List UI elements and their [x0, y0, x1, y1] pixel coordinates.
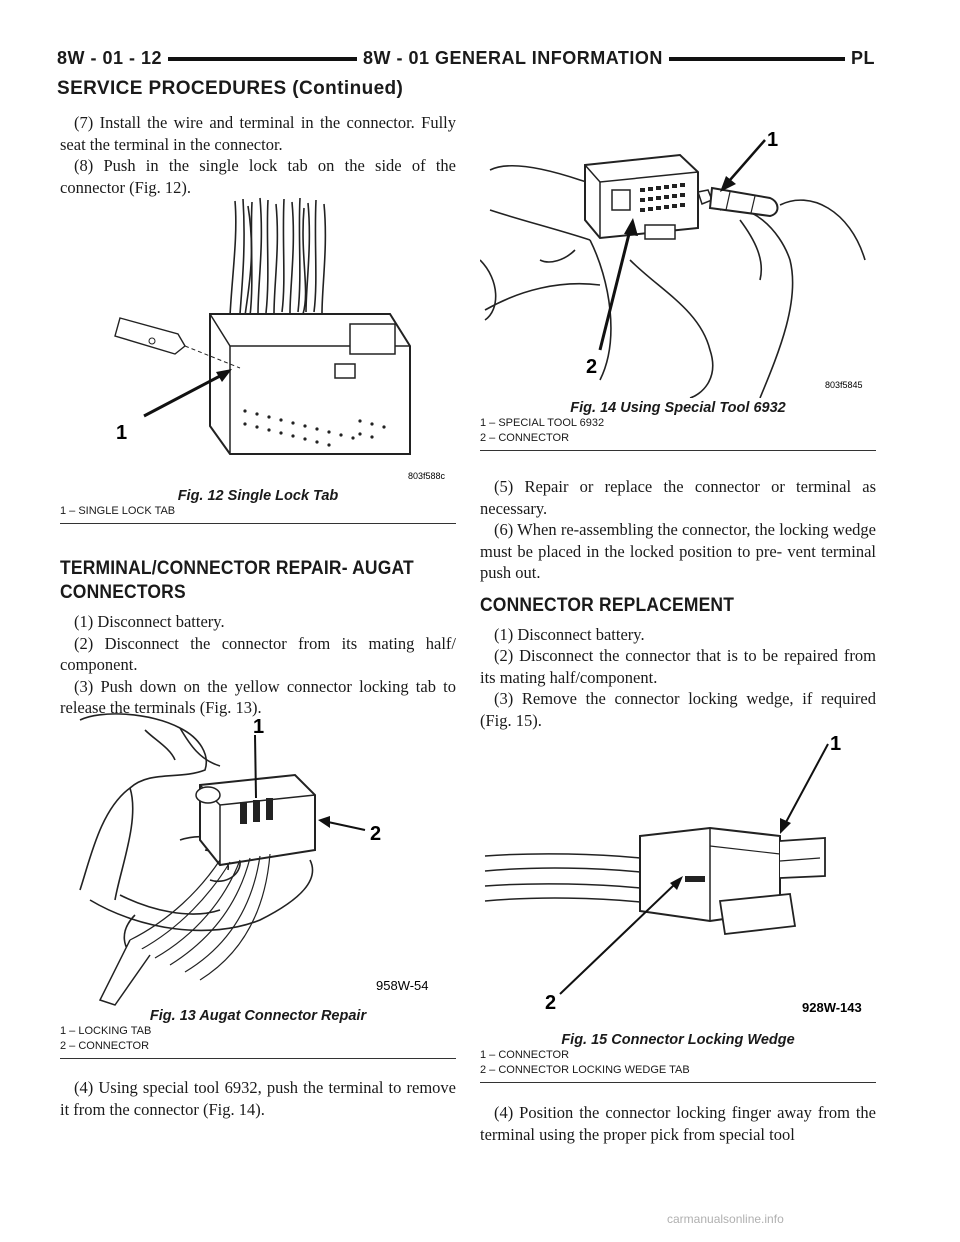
fig14-caption: Fig. 14 Using Special Tool 6932	[570, 400, 786, 416]
step-6-paragraph: (6) When re-assembling the connector, the locking wedge must be placed in the locked position to pre- vent terminal push out.	[480, 520, 876, 582]
augat-step-1: (1) Disconnect battery.	[74, 612, 225, 631]
fig14-legend-1: 1 – SPECIAL TOOL 6932	[480, 417, 605, 429]
fig13-divider	[60, 1058, 456, 1059]
augat-heading: TERMINAL/CONNECTOR REPAIR- AUGAT CONNECTORS	[60, 558, 414, 603]
fig15-legend-2: 2 – CONNECTOR LOCKING WEDGE TAB	[480, 1064, 690, 1076]
step-5-paragraph: (5) Repair or replace the connector or terminal as necessary.	[480, 477, 876, 518]
step-8-paragraph: (8) Push in the single lock tab on the side of the connector (Fig. 12).	[60, 156, 456, 197]
figure-13	[60, 700, 456, 1059]
augat-step-3: (3) Push down on the yellow connector locking tab to release the terminals (Fig. 13).	[60, 676, 456, 717]
left-column-augat	[60, 557, 456, 719]
fig12-legend-1: 1 – SINGLE LOCK TAB	[60, 505, 176, 517]
model-code: PL	[845, 48, 881, 69]
page-header	[57, 44, 875, 74]
left-column-bottom	[60, 1077, 456, 1120]
step-7-paragraph: (7) Install the wire and terminal in the connector. Fully seat the terminal in the connector.	[60, 113, 456, 154]
fig13-callout-1: 1	[253, 716, 265, 738]
fig13-code: 958W-54	[376, 978, 429, 993]
fig14-callout-2: 2	[586, 356, 598, 378]
fig15-divider	[480, 1082, 876, 1083]
right-column-middle	[480, 476, 876, 731]
chapter-title: 8W - 01 GENERAL INFORMATION	[357, 48, 669, 69]
fig14-divider	[480, 450, 876, 451]
figure-15	[480, 726, 876, 1083]
fig12-divider	[60, 523, 456, 524]
right-column-bottom	[480, 1102, 876, 1145]
fig12-callout-1: 1	[116, 422, 128, 444]
fig13-legend-1: 1 – LOCKING TAB	[60, 1025, 152, 1037]
watermark[interactable]: carmanualsonline.info	[667, 1212, 784, 1226]
replacement-step-2: (2) Disconnect the connector that is to be repaired from its mating half/component.	[480, 646, 876, 687]
fig13-legend-2: 2 – CONNECTOR	[60, 1040, 150, 1052]
fig14-illustration	[480, 110, 876, 398]
page-number: 8W - 01 - 12	[51, 48, 168, 69]
fig13-caption: Fig. 13 Augat Connector Repair	[149, 1008, 367, 1024]
fig15-illustration	[480, 726, 876, 1030]
fig14-code: 803f5845	[825, 380, 863, 390]
step-4-paragraph: (4) Using special tool 6932, push the terminal to remove it from the connector (Fig. 14).	[60, 1078, 456, 1119]
augat-step-2: (2) Disconnect the connector from its mating half/ component.	[60, 633, 456, 674]
fig14-legend-2: 2 – CONNECTOR	[480, 432, 570, 444]
figure-14	[480, 110, 876, 451]
fig13-callout-2: 2	[370, 823, 382, 845]
fig12-illustration	[60, 196, 456, 486]
fig15-caption: Fig. 15 Connector Locking Wedge	[561, 1032, 795, 1048]
fig15-legend-1: 1 – CONNECTOR	[480, 1049, 570, 1061]
left-column-top	[60, 112, 456, 198]
fig15-callout-2: 2	[545, 992, 557, 1014]
fig14-callout-1: 1	[767, 129, 779, 151]
fig13-illustration	[60, 700, 456, 1006]
fig12-code: 803f588c	[408, 471, 446, 481]
section-title: SERVICE PROCEDURES (Continued)	[57, 78, 404, 99]
fig15-code: 928W-143	[802, 1000, 862, 1015]
replacement-step-1: (1) Disconnect battery.	[494, 624, 645, 644]
figure-12	[60, 196, 456, 524]
fig12-caption: Fig. 12 Single Lock Tab	[177, 488, 339, 504]
replacement-heading: CONNECTOR REPLACEMENT	[480, 594, 735, 616]
replacement-step-3: (3) Remove the connector locking wedge, if required (Fig. 15).	[480, 689, 876, 730]
step-4-finger-paragraph: (4) Position the connector locking finger away from the terminal using the proper pick from special tool	[480, 1103, 876, 1144]
fig15-callout-1: 1	[830, 733, 842, 755]
